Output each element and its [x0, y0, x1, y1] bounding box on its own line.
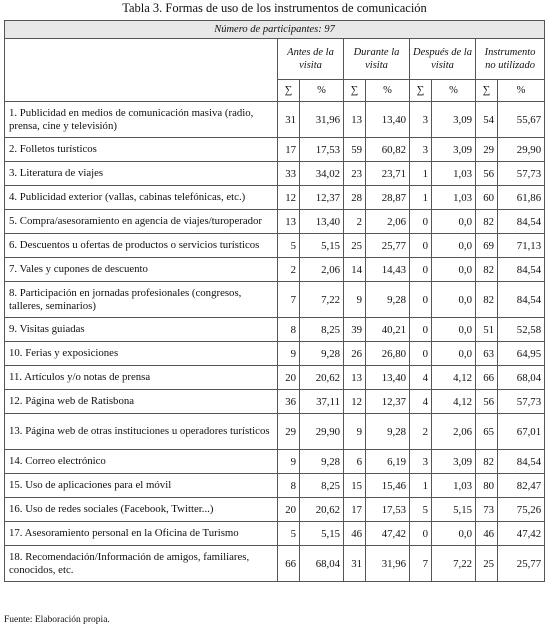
percent-cell: 2,06 — [366, 210, 410, 234]
percent-cell: 13,40 — [366, 102, 410, 138]
percent-cell: 60,82 — [366, 138, 410, 162]
table-row — [5, 318, 545, 342]
table-row — [5, 474, 545, 498]
count-cell: 0 — [410, 234, 432, 258]
table-row — [5, 102, 545, 138]
count-cell: 33 — [278, 162, 300, 186]
count-cell: 1 — [410, 474, 432, 498]
percent-cell: 8,25 — [300, 474, 344, 498]
percent-cell: 84,54 — [498, 282, 545, 318]
count-cell: 80 — [476, 474, 498, 498]
row-label: 14. Correo electrónico — [5, 450, 278, 474]
count-cell: 14 — [344, 258, 366, 282]
count-cell: 2 — [344, 210, 366, 234]
percent-cell: 3,09 — [432, 102, 476, 138]
group-header-antes: Antes de la visita — [278, 39, 344, 80]
sum-header: ∑ — [344, 80, 366, 102]
percent-cell: 2,06 — [300, 258, 344, 282]
percent-cell: 29,90 — [498, 138, 545, 162]
percent-cell: 84,54 — [498, 210, 545, 234]
table-row — [5, 210, 545, 234]
percent-cell: 0,0 — [432, 522, 476, 546]
table-row — [5, 258, 545, 282]
table-row — [5, 186, 545, 210]
row-label: 12. Página web de Ratisbona — [5, 390, 278, 414]
percent-cell: 0,0 — [432, 342, 476, 366]
percent-cell: 8,25 — [300, 318, 344, 342]
table-row — [5, 138, 545, 162]
percent-cell: 75,26 — [498, 498, 545, 522]
percent-cell: 17,53 — [366, 498, 410, 522]
sum-header: ∑ — [278, 80, 300, 102]
count-cell: 59 — [344, 138, 366, 162]
count-cell: 69 — [476, 234, 498, 258]
count-cell: 0 — [410, 258, 432, 282]
percent-cell: 31,96 — [366, 546, 410, 582]
count-cell: 9 — [278, 342, 300, 366]
percent-cell: 71,13 — [498, 234, 545, 258]
count-cell: 12 — [278, 186, 300, 210]
count-cell: 0 — [410, 318, 432, 342]
count-cell: 1 — [410, 186, 432, 210]
percent-cell: 9,28 — [366, 414, 410, 450]
percent-cell: 12,37 — [366, 390, 410, 414]
pct-header: % — [300, 80, 344, 102]
count-cell: 23 — [344, 162, 366, 186]
row-label: 5. Compra/asesoramiento en agencia de viajes/turoperador — [5, 210, 278, 234]
count-cell: 39 — [344, 318, 366, 342]
row-label: 2. Folletos turísticos — [5, 138, 278, 162]
count-cell: 12 — [344, 390, 366, 414]
count-cell: 65 — [476, 414, 498, 450]
count-cell: 9 — [278, 450, 300, 474]
count-cell: 46 — [344, 522, 366, 546]
table-row — [5, 234, 545, 258]
sum-header: ∑ — [410, 80, 432, 102]
percent-cell: 67,01 — [498, 414, 545, 450]
count-cell: 20 — [278, 498, 300, 522]
row-label: 3. Literatura de viajes — [5, 162, 278, 186]
count-cell: 7 — [410, 546, 432, 582]
count-cell: 31 — [278, 102, 300, 138]
count-cell: 0 — [410, 522, 432, 546]
percent-cell: 68,04 — [300, 546, 344, 582]
count-cell: 66 — [278, 546, 300, 582]
row-label: 7. Vales y cupones de descuento — [5, 258, 278, 282]
table-title: Tabla 3. Formas de uso de los instrumentos de comunicación — [122, 1, 427, 15]
percent-cell: 7,22 — [300, 282, 344, 318]
percent-cell: 4,12 — [432, 366, 476, 390]
percent-cell: 9,28 — [300, 450, 344, 474]
row-label: 9. Visitas guiadas — [5, 318, 278, 342]
count-cell: 7 — [278, 282, 300, 318]
count-cell: 82 — [476, 258, 498, 282]
count-cell: 66 — [476, 366, 498, 390]
percent-cell: 15,46 — [366, 474, 410, 498]
percent-cell: 68,04 — [498, 366, 545, 390]
count-cell: 9 — [344, 282, 366, 318]
group-header-row — [5, 39, 545, 80]
percent-cell: 3,09 — [432, 450, 476, 474]
count-cell: 8 — [278, 474, 300, 498]
count-cell: 60 — [476, 186, 498, 210]
percent-cell: 0,0 — [432, 258, 476, 282]
row-label: 4. Publicidad exterior (vallas, cabinas telefónicas, etc.) — [5, 186, 278, 210]
count-cell: 4 — [410, 366, 432, 390]
percent-cell: 13,40 — [366, 366, 410, 390]
count-cell: 82 — [476, 450, 498, 474]
count-cell: 29 — [476, 138, 498, 162]
percent-cell: 25,77 — [366, 234, 410, 258]
row-label: 11. Artículos y/o notas de prensa — [5, 366, 278, 390]
percent-cell: 1,03 — [432, 162, 476, 186]
count-cell: 17 — [344, 498, 366, 522]
count-cell: 9 — [344, 414, 366, 450]
row-label: 1. Publicidad en medios de comunicación masiva (radio, prensa, cine y televisión) — [5, 102, 278, 138]
percent-cell: 29,90 — [300, 414, 344, 450]
percent-cell: 55,67 — [498, 102, 545, 138]
count-cell: 4 — [410, 390, 432, 414]
count-cell: 31 — [344, 546, 366, 582]
count-cell: 25 — [476, 546, 498, 582]
count-cell: 26 — [344, 342, 366, 366]
sum-header: ∑ — [476, 80, 498, 102]
table-body — [5, 102, 545, 582]
percent-cell: 31,96 — [300, 102, 344, 138]
percent-cell: 6,19 — [366, 450, 410, 474]
count-cell: 13 — [278, 210, 300, 234]
count-cell: 0 — [410, 210, 432, 234]
count-cell: 3 — [410, 102, 432, 138]
count-cell: 2 — [278, 258, 300, 282]
row-label: 16. Uso de redes sociales (Facebook, Twitter...) — [5, 498, 278, 522]
percent-cell: 37,11 — [300, 390, 344, 414]
table-row — [5, 498, 545, 522]
row-label: 8. Participación en jornadas profesionales (congresos, talleres, seminarios) — [5, 282, 278, 318]
percent-cell: 61,86 — [498, 186, 545, 210]
percent-cell: 28,87 — [366, 186, 410, 210]
count-cell: 5 — [278, 522, 300, 546]
percent-cell: 47,42 — [366, 522, 410, 546]
count-cell: 28 — [344, 186, 366, 210]
count-cell: 1 — [410, 162, 432, 186]
count-cell: 36 — [278, 390, 300, 414]
percent-cell: 0,0 — [432, 210, 476, 234]
percent-cell: 20,62 — [300, 498, 344, 522]
count-cell: 2 — [410, 414, 432, 450]
pct-header: % — [366, 80, 410, 102]
count-cell: 3 — [410, 138, 432, 162]
count-cell: 5 — [410, 498, 432, 522]
percent-cell: 2,06 — [432, 414, 476, 450]
percent-cell: 1,03 — [432, 474, 476, 498]
percent-cell: 1,03 — [432, 186, 476, 210]
row-label: 15. Uso de aplicaciones para el móvil — [5, 474, 278, 498]
row-label: 6. Descuentos u ofertas de productos o servicios turísticos — [5, 234, 278, 258]
table-row — [5, 414, 545, 450]
count-cell: 29 — [278, 414, 300, 450]
count-cell: 25 — [344, 234, 366, 258]
percent-cell: 0,0 — [432, 318, 476, 342]
percent-cell: 40,21 — [366, 318, 410, 342]
row-label: 10. Ferias y exposiciones — [5, 342, 278, 366]
count-cell: 3 — [410, 450, 432, 474]
count-cell: 6 — [344, 450, 366, 474]
percent-cell: 52,58 — [498, 318, 545, 342]
count-cell: 0 — [410, 342, 432, 366]
table-row — [5, 546, 545, 582]
percent-cell: 9,28 — [300, 342, 344, 366]
percent-cell: 5,15 — [432, 498, 476, 522]
percent-cell: 64,95 — [498, 342, 545, 366]
usage-table — [4, 20, 545, 582]
percent-cell: 12,37 — [300, 186, 344, 210]
count-cell: 56 — [476, 390, 498, 414]
participants-row — [5, 21, 545, 39]
row-label: 17. Asesoramiento personal en la Oficina de Turismo — [5, 522, 278, 546]
source-footnote: Fuente: Elaboración propia. — [4, 615, 110, 625]
percent-cell: 47,42 — [498, 522, 545, 546]
percent-cell: 84,54 — [498, 258, 545, 282]
table-row — [5, 522, 545, 546]
percent-cell: 0,0 — [432, 234, 476, 258]
count-cell: 13 — [344, 366, 366, 390]
count-cell: 8 — [278, 318, 300, 342]
count-cell: 15 — [344, 474, 366, 498]
percent-cell: 23,71 — [366, 162, 410, 186]
count-cell: 20 — [278, 366, 300, 390]
percent-cell: 26,80 — [366, 342, 410, 366]
row-label: 13. Página web de otras instituciones u operadores turísticos — [5, 414, 278, 450]
percent-cell: 82,47 — [498, 474, 545, 498]
count-cell: 13 — [344, 102, 366, 138]
table-row — [5, 282, 545, 318]
count-cell: 46 — [476, 522, 498, 546]
percent-cell: 5,15 — [300, 234, 344, 258]
percent-cell: 4,12 — [432, 390, 476, 414]
count-cell: 0 — [410, 282, 432, 318]
group-header-durante: Durante la visita — [344, 39, 410, 80]
percent-cell: 20,62 — [300, 366, 344, 390]
count-cell: 82 — [476, 282, 498, 318]
pct-header: % — [498, 80, 545, 102]
percent-cell: 13,40 — [300, 210, 344, 234]
percent-cell: 57,73 — [498, 390, 545, 414]
table-row — [5, 162, 545, 186]
count-cell: 54 — [476, 102, 498, 138]
row-label: 18. Recomendación/Información de amigos, familiares, conocidos, etc. — [5, 546, 278, 582]
percent-cell: 17,53 — [300, 138, 344, 162]
table-row — [5, 390, 545, 414]
table-row — [5, 366, 545, 390]
count-cell: 51 — [476, 318, 498, 342]
header-label-cell — [5, 39, 278, 102]
percent-cell: 0,0 — [432, 282, 476, 318]
pct-header: % — [432, 80, 476, 102]
percent-cell: 57,73 — [498, 162, 545, 186]
percent-cell: 3,09 — [432, 138, 476, 162]
percent-cell: 5,15 — [300, 522, 344, 546]
count-cell: 17 — [278, 138, 300, 162]
percent-cell: 25,77 — [498, 546, 545, 582]
group-header-no-utilizado: Instrumento no utilizado — [476, 39, 545, 80]
participants-label: Número de participantes: 97 — [5, 21, 545, 39]
count-cell: 63 — [476, 342, 498, 366]
percent-cell: 34,02 — [300, 162, 344, 186]
group-header-despues: Después de la visita — [410, 39, 476, 80]
count-cell: 73 — [476, 498, 498, 522]
table-row — [5, 450, 545, 474]
percent-cell: 14,43 — [366, 258, 410, 282]
count-cell: 82 — [476, 210, 498, 234]
percent-cell: 9,28 — [366, 282, 410, 318]
count-cell: 56 — [476, 162, 498, 186]
percent-cell: 7,22 — [432, 546, 476, 582]
table-row — [5, 342, 545, 366]
percent-cell: 84,54 — [498, 450, 545, 474]
count-cell: 5 — [278, 234, 300, 258]
